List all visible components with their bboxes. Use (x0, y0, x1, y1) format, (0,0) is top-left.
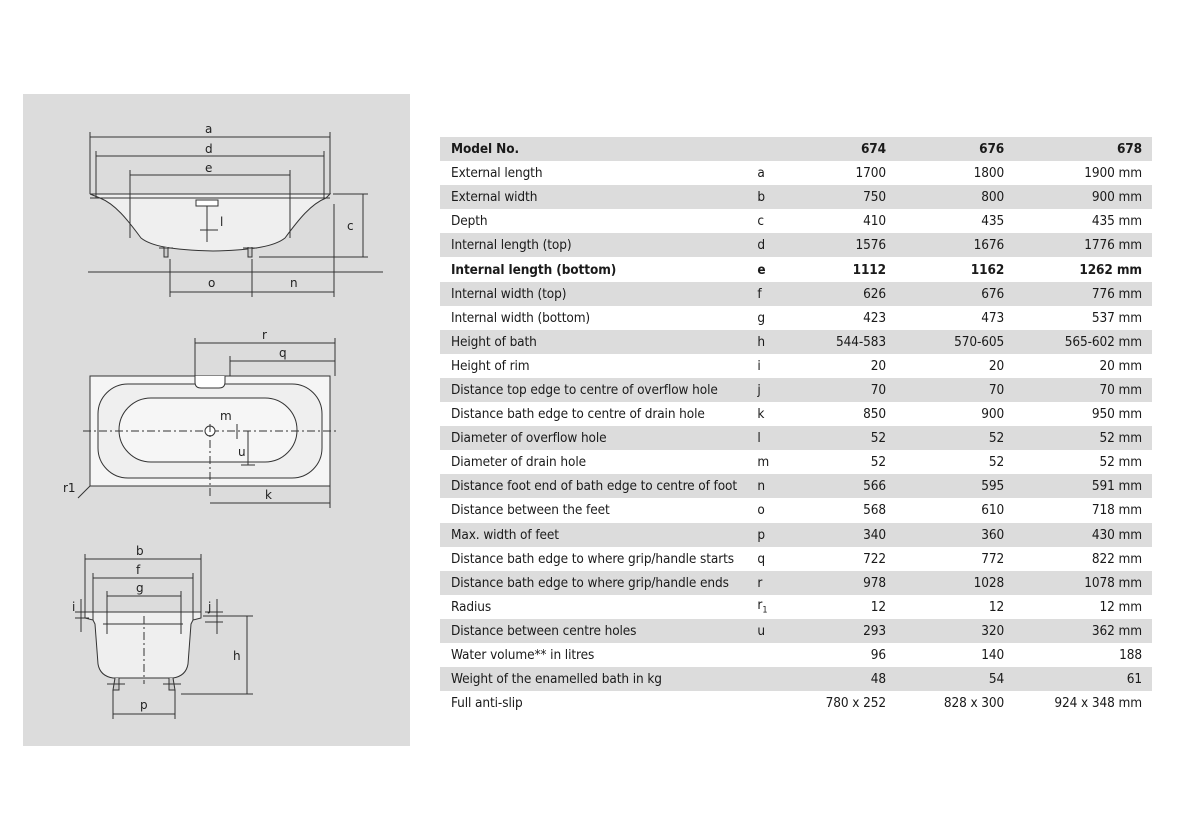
table-row (440, 667, 1152, 691)
table-row (440, 161, 1152, 185)
row-value-676: 1800 (973, 165, 1005, 182)
row-label: Internal width (top) (440, 282, 747, 306)
row-value-678: 1900 mm (1084, 165, 1142, 182)
row-value-676: 828 x 300 (943, 695, 1005, 712)
row-label: Diameter of drain hole (451, 454, 586, 471)
row-value-676: 54 (886, 667, 1004, 691)
row-label: Distance top edge to centre of overflow hole (440, 378, 747, 402)
row-value-678: 537 mm (1091, 309, 1142, 326)
row-value-676: 900 (981, 406, 1005, 423)
row-value-676: 70 (886, 378, 1004, 402)
row-symbol: d (747, 233, 797, 257)
label-k: k (265, 488, 272, 502)
row-label: Internal length (top) (440, 233, 747, 257)
row-symbol: l (747, 426, 797, 450)
row-value-676: 20 (988, 357, 1005, 374)
row-label: Distance foot end of bath edge to centre of foot (440, 474, 747, 498)
row-symbol: b (747, 185, 797, 209)
table-row (440, 619, 1152, 643)
label-i: i (72, 600, 76, 614)
row-symbol: g (757, 309, 766, 326)
technical-drawing-panel (23, 94, 410, 746)
row-label: Internal width (bottom) (451, 309, 591, 326)
row-value-678: 1262 mm (1079, 261, 1142, 278)
table-row (440, 402, 1152, 426)
row-value-674: 293 (798, 619, 886, 643)
label-o: o (208, 276, 216, 290)
row-value-678: 52 mm (1099, 454, 1142, 471)
row-value-674: 544-583 (798, 330, 886, 354)
row-symbol (747, 643, 797, 667)
table-row (440, 426, 1152, 450)
table-header-row (440, 137, 1152, 161)
label-b: b (136, 544, 144, 558)
table-row (440, 378, 1152, 402)
row-value-674: 423 (863, 309, 887, 326)
table-row (440, 282, 1152, 306)
label-d: d (205, 142, 213, 156)
row-value-674: 52 (798, 426, 886, 450)
row-value-676: 772 (981, 550, 1005, 567)
table-row (440, 306, 1152, 330)
row-value-674: 70 (798, 378, 886, 402)
row-value-678: 362 mm (1004, 619, 1152, 643)
table-row (440, 450, 1152, 474)
label-a: a (205, 122, 213, 136)
row-symbol: f (747, 282, 797, 306)
row-symbol (747, 691, 797, 715)
row-value-674: 780 x 252 (825, 695, 887, 712)
label-e: e (205, 161, 213, 175)
row-value-674: 626 (798, 282, 886, 306)
row-symbol: h (747, 330, 797, 354)
row-value-674: 850 (863, 406, 887, 423)
row-value-678: 822 mm (1091, 550, 1142, 567)
row-label: Distance bath edge to where grip/handle starts (451, 550, 734, 567)
row-value-678: 900 mm (1004, 185, 1152, 209)
table-row (440, 571, 1152, 595)
row-value-674: 568 (863, 502, 887, 519)
row-value-678: 1078 mm (1004, 571, 1152, 595)
table-row (440, 257, 1152, 281)
row-label: Distance bath edge to centre of drain hole (451, 406, 705, 423)
label-f: f (136, 563, 141, 577)
label-u: u (238, 445, 246, 459)
row-value-676: 435 (981, 213, 1005, 230)
row-value-674: 96 (870, 647, 887, 664)
row-label: Height of rim (451, 357, 530, 374)
row-label: Distance bath edge to where grip/handle ends (440, 571, 747, 595)
header-symbol (747, 137, 797, 161)
header-model-674: 674 (798, 137, 886, 161)
row-value-674: 1112 (852, 261, 887, 278)
row-label: Height of bath (440, 330, 747, 354)
row-value-676: 1676 (886, 233, 1004, 257)
row-value-676: 800 (886, 185, 1004, 209)
row-symbol: m (757, 454, 770, 471)
table-row (440, 233, 1152, 257)
label-q: q (279, 346, 287, 360)
row-value-676: 473 (981, 309, 1005, 326)
row-label: Weight of the enamelled bath in kg (440, 667, 747, 691)
table-row (440, 691, 1152, 715)
row-value-676: 52 (988, 454, 1005, 471)
row-value-674: 340 (798, 523, 886, 547)
row-symbol: r (747, 571, 797, 595)
row-value-678: 591 mm (1004, 474, 1152, 498)
row-value-676: 595 (886, 474, 1004, 498)
header-model-676: 676 (886, 137, 1004, 161)
row-symbol (747, 667, 797, 691)
row-value-676: 52 (886, 426, 1004, 450)
table-row (440, 523, 1152, 547)
row-value-676: 320 (886, 619, 1004, 643)
bathtub-technical-drawing (23, 94, 410, 746)
row-symbol: n (747, 474, 797, 498)
row-value-674: 20 (870, 357, 887, 374)
row-symbol: e (757, 261, 766, 278)
row-value-674: 1700 (855, 165, 887, 182)
side-view-drawing (88, 132, 383, 297)
row-value-674: 410 (863, 213, 887, 230)
row-label: External length (451, 165, 543, 182)
row-symbol: $r_1$ (757, 597, 768, 617)
label-m: m (220, 409, 232, 423)
row-value-678: 565-602 mm (1004, 330, 1152, 354)
row-value-678: 52 mm (1004, 426, 1152, 450)
row-label: Internal length (bottom) (451, 261, 617, 278)
label-p: p (140, 698, 148, 712)
table-row (440, 498, 1152, 522)
end-view-drawing (75, 554, 253, 719)
row-value-674: 566 (798, 474, 886, 498)
header-model-label: Model No. (440, 137, 747, 161)
row-value-674: 52 (870, 454, 887, 471)
label-n: n (290, 276, 298, 290)
row-value-674: 12 (870, 598, 887, 615)
top-view-drawing (78, 338, 337, 508)
specification-table (440, 137, 1152, 715)
row-value-676: 1162 (970, 261, 1005, 278)
row-value-678: 1776 mm (1004, 233, 1152, 257)
label-c: c (347, 219, 354, 233)
row-value-674: 722 (863, 550, 887, 567)
label-r: r (262, 328, 267, 342)
table-row (440, 330, 1152, 354)
table-row (440, 209, 1152, 233)
row-symbol: p (747, 523, 797, 547)
row-value-678: 188 (1119, 647, 1142, 664)
row-symbol-subscript: 1 (762, 606, 768, 617)
row-value-678: 20 mm (1099, 357, 1142, 374)
row-label: Distance between centre holes (440, 619, 747, 643)
row-value-674: 48 (798, 667, 886, 691)
row-symbol: u (747, 619, 797, 643)
label-h: h (233, 649, 241, 663)
row-symbol: i (757, 357, 761, 374)
row-value-678: 70 mm (1004, 378, 1152, 402)
table-row (440, 185, 1152, 209)
row-symbol: o (757, 502, 765, 519)
row-value-676: 12 (988, 598, 1005, 615)
row-label: External width (440, 185, 747, 209)
row-label: Radius (451, 598, 492, 615)
row-value-676: 360 (886, 523, 1004, 547)
table-row (440, 595, 1152, 619)
header-model-678: 678 (1004, 137, 1152, 161)
row-value-676: 1028 (886, 571, 1004, 595)
row-value-676: 140 (981, 647, 1005, 664)
row-symbol: a (757, 165, 765, 182)
row-value-678: 435 mm (1091, 213, 1142, 230)
table-row (440, 643, 1152, 667)
row-value-674: 1576 (798, 233, 886, 257)
row-label: Diameter of overflow hole (440, 426, 747, 450)
row-value-676: 610 (981, 502, 1005, 519)
table-row (440, 547, 1152, 571)
row-label: Max. width of feet (440, 523, 747, 547)
label-r1: r1 (63, 481, 76, 495)
row-value-678: 430 mm (1004, 523, 1152, 547)
row-value-674: 978 (798, 571, 886, 595)
row-symbol: c (757, 213, 764, 230)
row-value-678: 61 (1004, 667, 1152, 691)
row-label: Full anti-slip (451, 695, 523, 712)
row-value-676: 676 (886, 282, 1004, 306)
row-label: Water volume** in litres (451, 647, 595, 664)
table-row (440, 474, 1152, 498)
row-value-678: 924 x 348 mm (1054, 695, 1142, 712)
row-symbol: j (747, 378, 797, 402)
row-value-678: 776 mm (1004, 282, 1152, 306)
row-value-678: 12 mm (1099, 598, 1142, 615)
row-label: Depth (451, 213, 488, 230)
row-label: Distance between the feet (451, 502, 610, 519)
row-value-678: 718 mm (1091, 502, 1142, 519)
row-symbol: k (757, 406, 765, 423)
row-value-674: 750 (798, 185, 886, 209)
row-value-678: 950 mm (1091, 406, 1142, 423)
label-l: l (220, 215, 224, 229)
label-g: g (136, 581, 144, 595)
table-row (440, 354, 1152, 378)
row-value-676: 570-605 (886, 330, 1004, 354)
row-symbol: q (757, 550, 766, 567)
label-j: j (208, 600, 212, 614)
